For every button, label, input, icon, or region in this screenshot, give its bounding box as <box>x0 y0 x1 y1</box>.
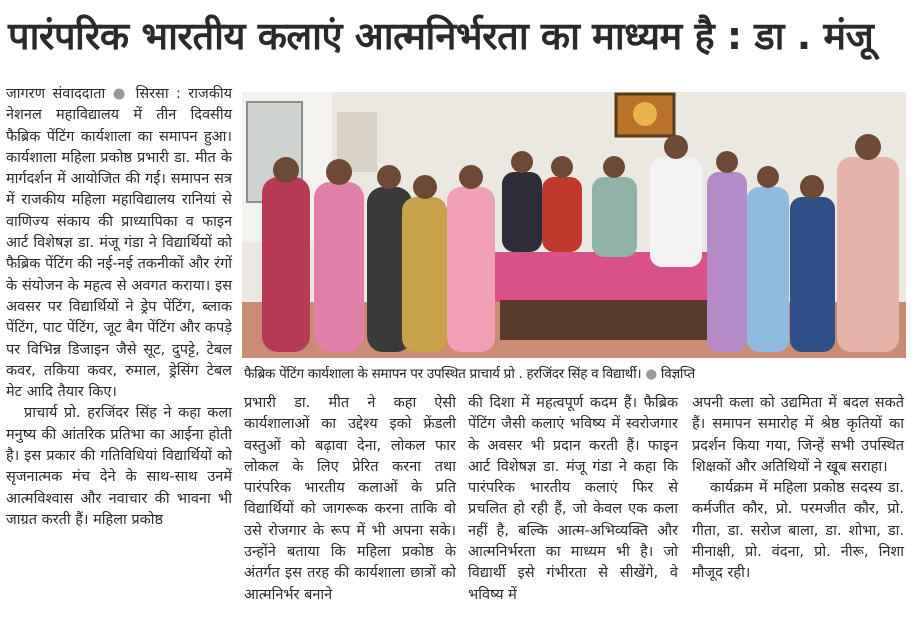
bullet-icon: ● <box>112 86 129 102</box>
paragraph: प्राचार्य प्रो. हरजिंदर सिंह ने कहा कला मनुष्य की आंतरिक प्रतिभा का आईना होती है। इस प्रकार की गतिविधियां विद्यार्थियों को सृजनात्मक मंच देने के साथ-साथ उनमें आत्मविश्वास और नवाचार की भावना भी जाग्रत करती हैं। महिला प्रकोष्ठ <box>6 405 232 528</box>
article-column-3 <box>468 393 678 606</box>
group-photo <box>242 92 906 358</box>
photo-caption <box>244 364 914 382</box>
paragraph: प्रभारी डा. मीत ने कहा ऐसी कार्यशालाओं का उद्देश्य इको फ्रेंडली वस्तुओं को बढ़ावा देना, लोकल फार लोकल के लिए प्रेरित करना तथा पारंपरिक भारतीय कलाओं के प्रति विद्यार्थियों को जागरूक करना ताकि वो उसे रोजगार के रूप में भी अपना सके। उन्होंने बताया कि महिला प्रकोष्ठ के अंतर्गत इस तरह की कार्यशाला छात्रों को आत्मनिर्भर बनाने <box>244 395 456 603</box>
dateline: सिरसा : <box>135 86 181 102</box>
article-column-2 <box>244 393 456 606</box>
photo-credit: विज्ञप्ति <box>660 366 695 382</box>
photo-illustration <box>242 92 906 358</box>
headline: पारंपरिक भारतीय कलाएं आत्मनिर्भरता का माध्यम है : डा . मंजू <box>8 14 874 58</box>
caption-text: फैब्रिक पेंटिंग कार्यशाला के समापन पर उपस्थित प्राचार्य प्रो . हरजिंदर सिंह व विद्यार्थी। <box>244 366 642 382</box>
paragraph: अपनी कला को उद्यमिता में बदल सकते हैं। समापन समारोह में श्रेष्ठ कृतियों का प्रदर्शन किया गया, जिन्हें सभी उपस्थित शिक्षकों और अतिथियों ने खूब सराहा। <box>692 395 904 475</box>
paragraph <box>6 84 232 403</box>
paragraph: की दिशा में महत्वपूर्ण कदम हैं। फैब्रिक पेंटिंग जैसी कलाएं भविष्य में स्वरोजगार के अवसर भी प्रदान करती हैं। फाइन आर्ट विशेषज्ञ डा. मंजू गंडा ने कहा कि पारंपरिक भारतीय कलाएं फिर से प्रचलित हो रही हैं, जो केवल एक कला नहीं है, बल्कि आत्म-अभिव्यक्ति और आत्मनिर्भरता का माध्यम भी है। जो विद्यार्थी इसे गंभीरता से सीखेंगे, वे भविष्य में <box>468 395 678 603</box>
paragraph: कार्यक्रम में महिला प्रकोष्ठ सदस्य डा. कर्मजीत कौर, प्रो. परमजीत कौर, प्रो. गीता, डा. सरोज बाला, डा. शोभा, डा. मीनाक्षी, प्रो. वंदना, प्रो. नीरू, निशा मौजूद रही। <box>692 480 904 582</box>
bullet-icon: ● <box>645 366 657 382</box>
byline: जागरण संवाददाता <box>6 86 106 102</box>
paragraph-text: राजकीय नेशनल महाविद्यालय में तीन दिवसीय फैब्रिक पेंटिंग कार्यशाला का समापन हुआ। कार्यशाला महिला प्रकोष्ठ प्रभारी डा. मीत के मार्गदर्शन में आयोजित की गई। समापन सत्र में राजकीय महिला महाविद्यालय रानियां से वाणिज्य संकाय की प्राध्यापिका व फाइन आर्ट विशेषज्ञ डा. मंजू गंडा ने विद्यार्थियों को फैब्रिक पेंटिंग की नई-नई तकनीकों और रंगों के संयोजन के महत्व से अवगत कराया। इस अवसर पर विद्यार्थियों ने ड्रेप पेंटिंग, ब्लाक पेंटिंग, पाट पेंटिंग, जूट बैग पेंटिंग और कपड़े पर विभिन्न डिजाइन जैसे सूट, दुपट्टे, टेबल कवर, तकिया कवर, रुमाल, ड्रेसिंग टेबल मेट आदि तैयार किए। <box>6 86 233 401</box>
article-column-4 <box>692 393 904 585</box>
article-column-1 <box>6 84 232 531</box>
